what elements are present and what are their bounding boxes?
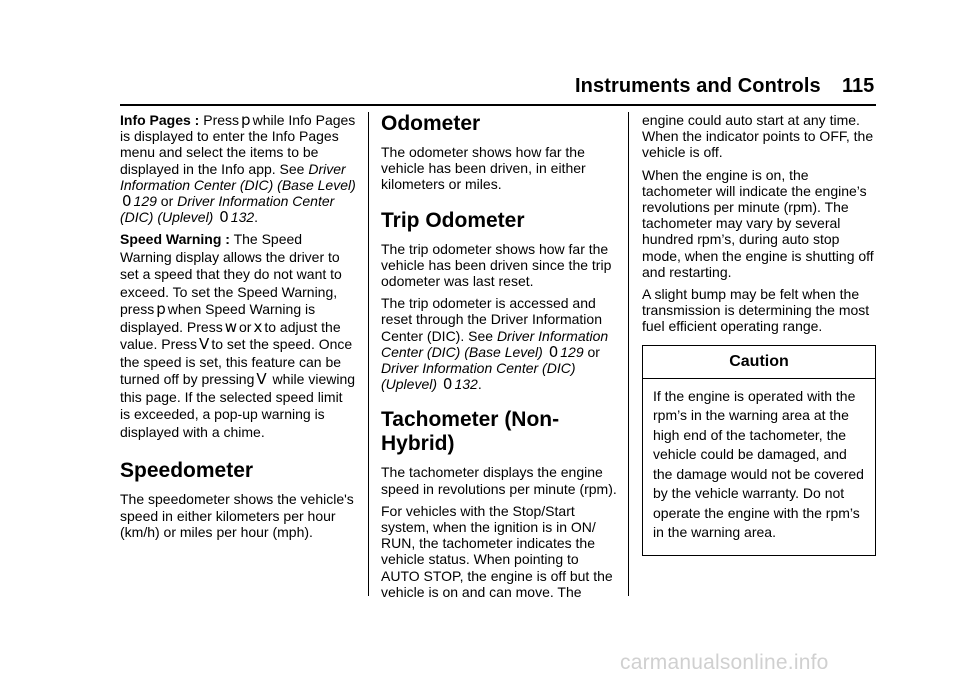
- odometer-body: The odometer shows how far the vehicle has been driven, in either kilometers or miles.: [381, 144, 586, 193]
- text: or: [239, 318, 252, 335]
- select-icon: V: [199, 335, 210, 354]
- tachometer-heading: Tachometer (Non-Hybrid): [381, 408, 560, 456]
- speedometer-body: The speedometer shows the vehicle's speed in either kilometers per hour (km/h) or miles per hour (mph).: [120, 491, 354, 540]
- text: to adjust the value. Press: [120, 318, 341, 353]
- page-ref-132[interactable]: 132: [454, 376, 478, 393]
- section-title: Instruments and Controls: [575, 75, 821, 97]
- speed-warning-term: Speed Warning :: [120, 231, 230, 248]
- speed-warning-paragraph: [120, 231, 356, 441]
- text: The trip odometer is accessed and reset through the Driver Information Center (DIC). See: [381, 295, 602, 344]
- right-arrow-icon: p: [156, 300, 166, 319]
- page-ref-129[interactable]: 129: [133, 193, 157, 210]
- text: .: [254, 209, 259, 226]
- column-3: [642, 112, 876, 556]
- page-ref-icon: 0: [548, 342, 559, 361]
- right-arrow-icon: p: [241, 111, 251, 129]
- speedometer-heading: Speedometer: [120, 459, 254, 483]
- tachometer-p4: A slight bump may be felt when the transmission is determining the most fuel efficient operating range.: [642, 286, 870, 335]
- text: The Speed Warning display allows the driver to set a speed that they do not want to exceed. To set the Speed Warning, press: [120, 231, 342, 318]
- text: or: [160, 193, 174, 210]
- info-pages-term: Info Pages :: [120, 112, 200, 128]
- watermark: carmanualsonline.info: [620, 651, 829, 674]
- page-ref-icon: 0: [219, 208, 229, 227]
- select-icon: V: [256, 370, 267, 389]
- text: to set the speed. Once the speed is set, this feature can be turned off by pressing: [120, 336, 353, 388]
- info-pages-paragraph: [120, 112, 356, 225]
- page-ref-132[interactable]: 132: [230, 209, 255, 226]
- column-1: [120, 112, 356, 546]
- down-arrow-icon: x: [253, 317, 263, 336]
- trip-odometer-heading: Trip Odometer: [381, 208, 525, 232]
- trip-odometer-p2: [381, 295, 619, 392]
- text: or: [587, 343, 600, 360]
- text: .: [477, 376, 482, 393]
- page-number: 115: [842, 75, 875, 97]
- caution-box: [642, 345, 876, 556]
- text: while viewing this page. If the selected speed limit is exceeded, a pop-up warning is displayed with a chime.: [120, 371, 356, 440]
- column-2: [381, 112, 619, 606]
- odometer-heading: Odometer: [381, 112, 481, 135]
- tachometer-p1: The tachometer displays the engine speed in revolutions per minute (rpm).: [381, 464, 617, 497]
- caution-body: If the engine is operated with the rpm’s in the warning area at the high end of the tachometer, the vehicle could be damaged, and the damage would not be covered by the vehicle warranty. Do not operate the engine with the rpm’s in the warning area.: [653, 387, 864, 541]
- tachometer-p3: When the engine is on, the tachometer will indicate the engine’s revolutions per minute (rpm). The tachometer may vary by several hundred rpm’s, during auto stop mode, when the engine is shutting off and restarting.: [642, 166, 874, 280]
- trip-odometer-p1: The trip odometer shows how far the vehicle has been driven since the trip odometer was last reset.: [381, 240, 612, 290]
- column-divider-1: [368, 112, 369, 596]
- column-divider-2: [628, 112, 629, 596]
- header-rule: [120, 104, 876, 106]
- page-ref-icon: 0: [442, 375, 453, 394]
- dic-uplevel-link[interactable]: Driver Information Center (DIC) (Uplevel): [381, 360, 576, 393]
- dic-base-link[interactable]: Driver Information Center (DIC) (Base Level): [381, 327, 609, 360]
- dic-uplevel-link[interactable]: Driver Information Center (DIC) (Uplevel): [120, 193, 335, 226]
- tachometer-p2-cont: engine could auto start at any time. When the indicator points to OFF, the vehicle is off.: [642, 112, 874, 161]
- page-ref-icon: 0: [122, 192, 132, 211]
- up-arrow-icon: w: [224, 317, 237, 336]
- text: Press: [203, 112, 240, 128]
- page-ref-129[interactable]: 129: [560, 343, 584, 360]
- tachometer-p2: For vehicles with the Stop/Start system, when the ignition is in ON/ RUN, the tachometer indicates the vehicle status. When pointing to AUTO STOP, the engine is off but the vehicle is on and can move. The: [381, 502, 613, 600]
- text: when Speed Warning is displayed. Press: [120, 301, 316, 335]
- dic-base-link[interactable]: Driver Information Center (DIC) (Base Level): [120, 160, 356, 193]
- text: while Info Pages is displayed to enter the Info Pages menu and select the items to be displayed in the Info app. See: [120, 112, 356, 177]
- caution-title: Caution: [643, 346, 875, 379]
